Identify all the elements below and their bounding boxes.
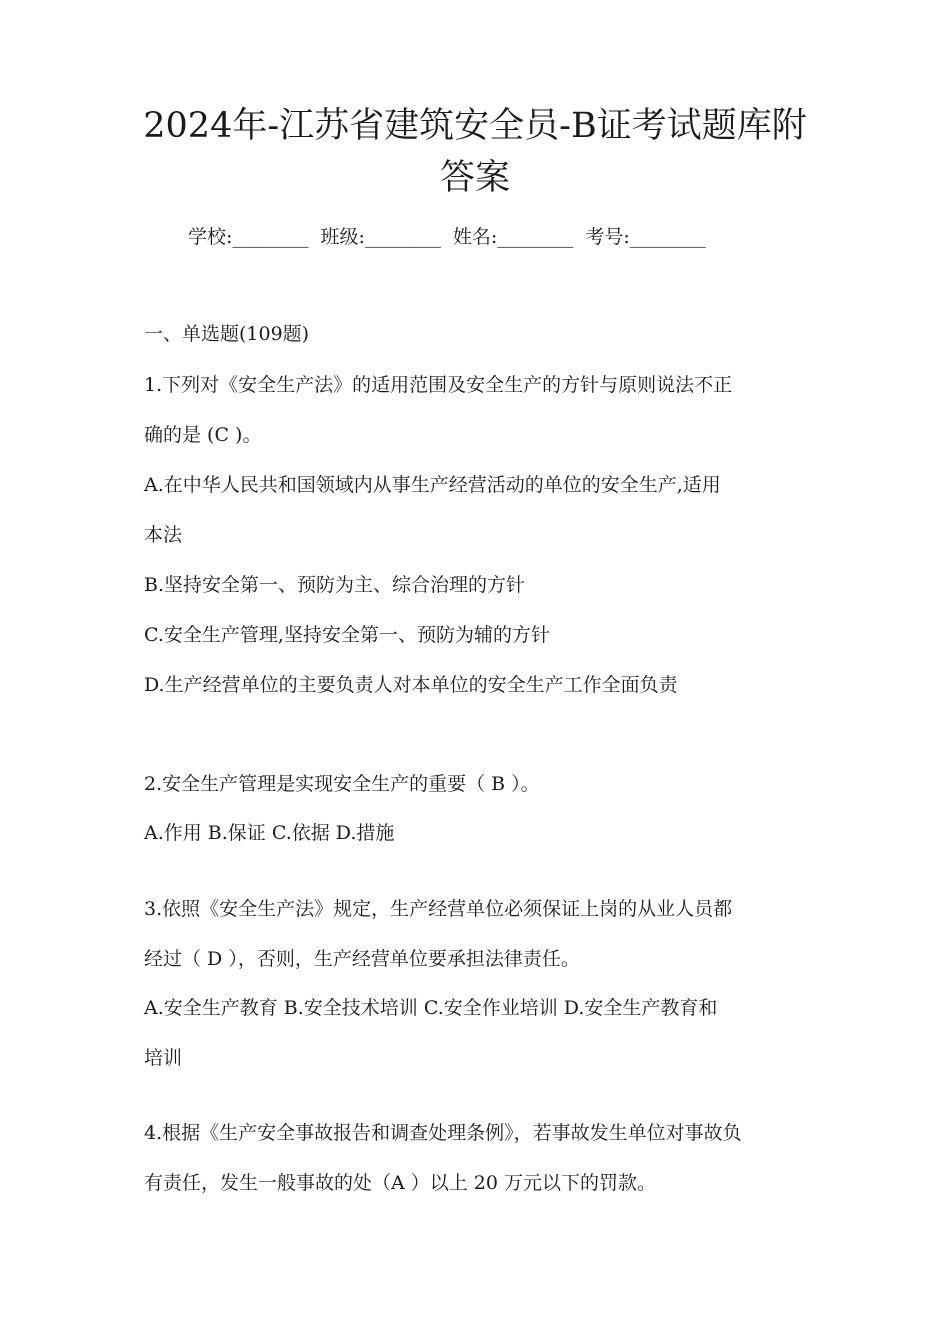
- class-field: 班级:________: [320, 226, 441, 248]
- q1-option-c: C.安全生产管理,坚持安全第一、预防为辅的方针: [144, 624, 550, 646]
- q1-stem-line-1: 1.下列对《安全生产法》的适用范围及安全生产的方针与原则说法不正: [144, 374, 733, 396]
- q4-stem-line-2: 有责任，发生一般事故的处（A ）以上 20 万元以下的罚款。: [144, 1172, 657, 1194]
- q3-stem-line-2: 经过（ D ），否则，生产经营单位要承担法律责任。: [144, 948, 580, 970]
- title-line-1: 2024年-江苏省建筑安全员-B证考试题库附: [143, 106, 807, 146]
- q1-option-b: B.坚持安全第一、预防为主、综合治理的方针: [144, 574, 526, 596]
- title-line-2: 答案: [439, 158, 510, 198]
- q1-option-d: D.生产经营单位的主要负责人对本单位的安全生产工作全面负责: [144, 674, 678, 696]
- exam-number-field: 考号:________: [585, 226, 706, 248]
- student-info-row: [188, 222, 712, 252]
- school-field: 学校:________: [188, 226, 309, 248]
- document-title: [120, 100, 830, 204]
- q2-stem: 2.安全生产管理是实现安全生产的重要（ B ）。: [144, 773, 540, 795]
- q1-option-a-line-1: A.在中华人民共和国领域内从事生产经营活动的单位的安全生产,适用: [144, 474, 721, 496]
- q3-stem-line-1: 3.依照《安全生产法》规定，生产经营单位必须保证上岗的从业人员都: [144, 898, 733, 920]
- q3-options-line-2: 培训: [144, 1047, 183, 1069]
- q4-stem-line-1: 4.根据《生产安全事故报告和调查处理条例》，若事故发生单位对事故负: [144, 1122, 742, 1144]
- q1-option-a-line-2: 本法: [144, 524, 183, 546]
- name-field: 姓名:________: [452, 226, 574, 248]
- q1-stem-line-2: 确的是 (C )。: [144, 424, 262, 446]
- q2-options: A.作用 B.保证 C.依据 D.措施: [144, 822, 395, 844]
- q3-options-line-1: A.安全生产教育 B.安全技术培训 C.安全作业培训 D.安全生产教育和: [144, 997, 718, 1019]
- section-heading: 一、单选题(109题): [144, 323, 310, 345]
